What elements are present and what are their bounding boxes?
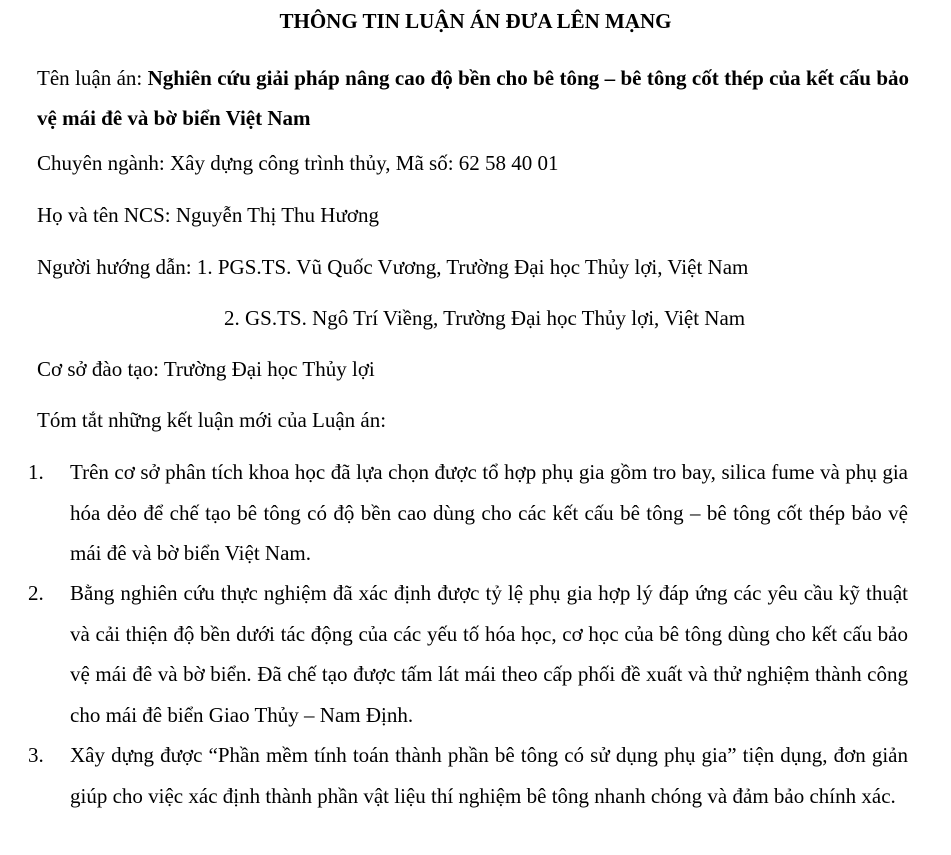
list-item-number: 2. (28, 581, 44, 605)
list-item-number: 3. (28, 743, 44, 767)
thesis-name-value: Nghiên cứu giải pháp nâng cao độ bền cho bê tông – bê tông cốt thép của kết cấu bảo vệ mái đê và bờ biển Việt Nam (37, 66, 909, 130)
advisor-line-1: Người hướng dẫn: 1. PGS.TS. Vũ Quốc Vương, Trường Đại học Thủy lợi, Việt Nam (37, 255, 749, 279)
list-item-text: Trên cơ sở phân tích khoa học đã lựa chọn được tổ hợp phụ gia gồm tro bay, silica fume và phụ gia hóa dẻo để chế tạo bê tông có độ bền cao dùng cho các kết cấu bê tông – bê tông cốt thép bảo vệ mái đê và bờ biển Việt Nam. (70, 460, 908, 565)
summary-heading: Tóm tắt những kết luận mới của Luận án: (37, 408, 387, 432)
list-item-number: 1. (28, 460, 44, 484)
advisor-line-2: 2. GS.TS. Ngô Trí Viềng, Trường Đại học Thủy lợi, Việt Nam (224, 306, 746, 330)
list-item-text: Bằng nghiên cứu thực nghiệm đã xác định được tỷ lệ phụ gia hợp lý đáp ứng các yêu cầu kỹ thuật và cải thiện độ bền dưới tác động của các yếu tố hóa học, cơ học của bê tông dùng cho kết cấu bảo vệ mái đê và bờ biển. Đã chế tạo được tấm lát mái theo cấp phối đề xuất và thử nghiệm thành công cho mái đê biển Giao Thủy – Nam Định. (70, 581, 908, 727)
major-line: Chuyên ngành: Xây dựng công trình thủy, Mã số: 62 58 40 01 (37, 151, 559, 175)
page-title: THÔNG TIN LUẬN ÁN ĐƯA LÊN MẠNG (279, 9, 672, 33)
thesis-name-paragraph (37, 58, 909, 138)
list-item (28, 735, 908, 816)
list-item (28, 573, 908, 735)
list-item-text: Xây dựng được “Phần mềm tính toán thành phần bê tông có sử dụng phụ gia” tiện dụng, đơn giản giúp cho việc xác định thành phần vật liệu thí nghiệm bê tông nhanh chóng và đảm bảo chính xác. (70, 743, 908, 808)
thesis-name-label: Tên luận án: (37, 66, 148, 90)
list-item (28, 452, 908, 574)
candidate-line: Họ và tên NCS: Nguyễn Thị Thu Hương (37, 203, 379, 227)
institution-line: Cơ sở đào tạo: Trường Đại học Thủy lợi (37, 357, 375, 381)
